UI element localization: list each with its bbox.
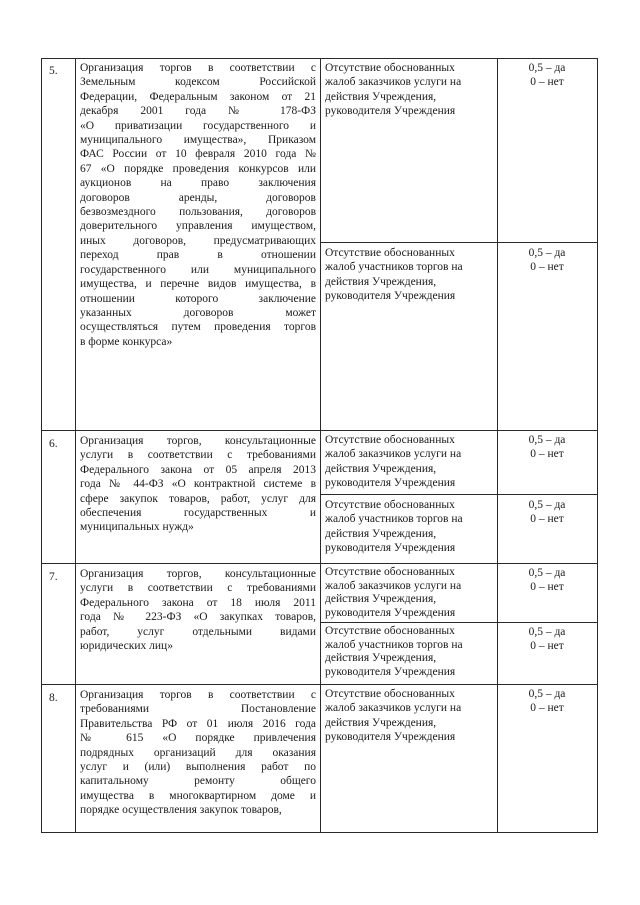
criterion-text: Отсутствие обоснованных жалоб заказчиков услуги на действия Учреждения, руководителя Учреждения <box>325 434 462 490</box>
row-description: Организация торгов в соответствии с Земельным кодексом Российской Федерации, Федеральным законом от 21 декабря 2001 года № 178-ФЗ «О приватизации государственного и муниципального имущества», Приказом ФАС России от 10 февраля 2010 года № 67 «О порядке проведения конкурсов или аукционов на право заключения договоров аренды, договоров безвозмездного пользования, договоров доверительного управления имуществом, иных договоров, предусматривающих переход прав в отношении государственного или муниципального имущества, и перечне видов имущества, в отношении которого заключение указанных договоров может осуществляться путем проведения торгов в форме конкурса» <box>80 62 316 348</box>
criterion-score: 0,5 – да 0 – нет <box>528 247 566 273</box>
table-column-divider <box>320 58 321 833</box>
criterion-score: 0,5 – да 0 – нет <box>528 626 566 652</box>
criteria-divider <box>320 622 598 623</box>
table-border-top <box>41 58 598 59</box>
criterion-text: Отсутствие обоснованных жалоб участников торгов на действия Учреждения, руководителя Учреждения <box>325 499 463 555</box>
row-description: Организация торгов в соответствии с требованиями Постановление Правительства РФ от 01 июля 2016 года № 615 «О порядке привлечения подрядных организаций для оказания услуг и (или) выполнения работ по капитальному ремонту общего имущества в многоквартирном доме и порядке осуществления закупок товаров, <box>80 689 316 817</box>
row-number: 6. <box>49 438 58 450</box>
row-number: 7. <box>49 571 58 583</box>
table-border-left <box>41 58 42 833</box>
criterion-text: Отсутствие обоснованных жалоб заказчиков услуги на действия Учреждения, руководителя Учреждения <box>325 688 462 744</box>
table-border-right <box>597 58 598 833</box>
row-number: 8. <box>49 692 58 704</box>
table-border-bottom <box>41 832 598 833</box>
criterion-score: 0,5 – да 0 – нет <box>528 499 566 525</box>
criteria-divider <box>320 494 598 495</box>
criterion-score: 0,5 – да 0 – нет <box>528 567 566 593</box>
criterion-text: Отсутствие обоснованных жалоб заказчиков услуги на действия Учреждения, руководителя Учреждения <box>325 566 462 619</box>
criterion-score: 0,5 – да 0 – нет <box>528 62 566 88</box>
criterion-score: 0,5 – да 0 – нет <box>528 434 566 460</box>
row-number: 5. <box>49 65 58 77</box>
criterion-text: Отсутствие обоснованных жалоб участников торгов на действия Учреждения, руководителя Учреждения <box>325 625 463 678</box>
row-description: Организация торгов, консультационные услуги в соответствии с требованиями Федерального закона от 05 апреля 2013 года № 44-ФЗ «О контрактной системе в сфере закупок товаров, работ, услуг для обеспечения государственных и муниципальных нужд» <box>80 435 316 534</box>
table-column-divider <box>75 58 76 833</box>
row-divider <box>41 684 598 685</box>
criteria-divider <box>320 242 598 243</box>
row-divider <box>41 563 598 564</box>
criterion-score: 0,5 – да 0 – нет <box>528 688 566 714</box>
criterion-text: Отсутствие обоснованных жалоб участников торгов на действия Учреждения, руководителя Учреждения <box>325 247 463 303</box>
row-description: Организация торгов, консультационные услуги в соответствии с требованиями Федерального закона от 18 июля 2011 года № 223-ФЗ «О закупках товаров, работ, услуг отдельными видами юридических лиц» <box>80 568 316 653</box>
row-divider <box>41 430 598 431</box>
criterion-text: Отсутствие обоснованных жалоб заказчиков услуги на действия Учреждения, руководителя Учреждения <box>325 62 462 118</box>
